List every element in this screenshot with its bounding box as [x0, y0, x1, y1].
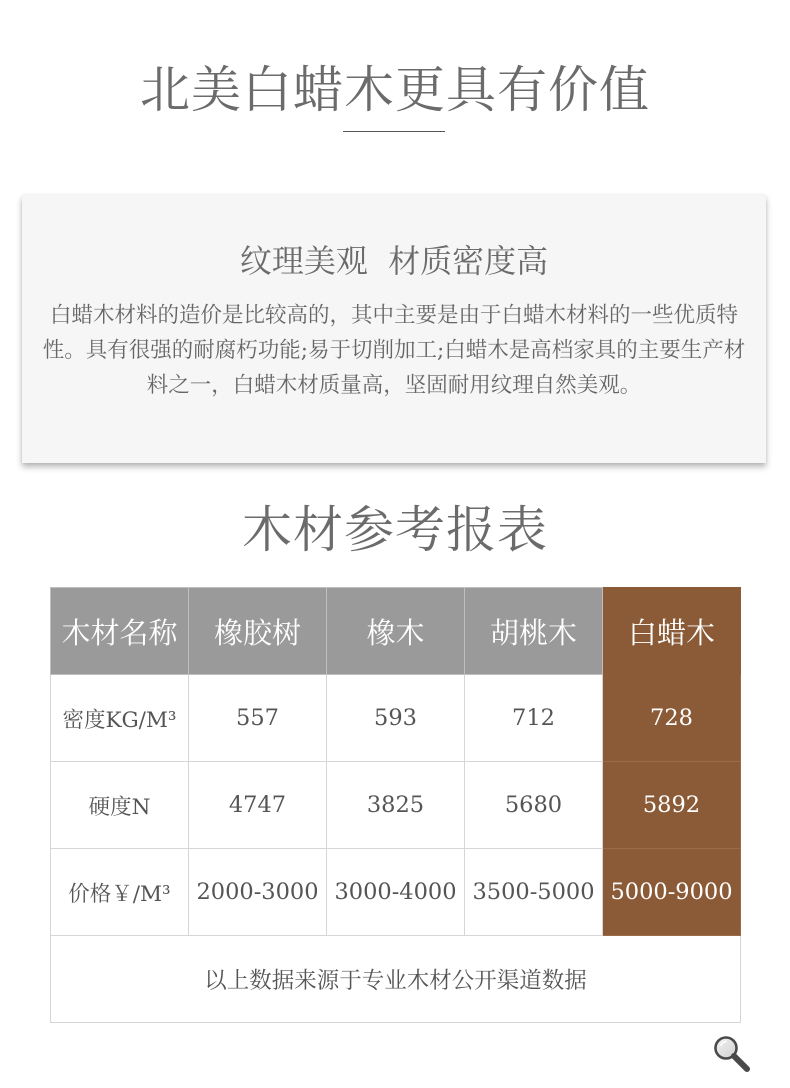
- title-underline: [343, 131, 445, 132]
- row-label-density: 密度KG/M³: [51, 675, 189, 762]
- table-cell: 3500-5000: [465, 849, 603, 936]
- header-cell-wood-name: 木材名称: [51, 588, 189, 675]
- table-cell-highlight: 5892: [603, 762, 741, 849]
- header-cell-oak: 橡木: [327, 588, 465, 675]
- table-footnote-row: [51, 936, 741, 1023]
- table-header-row: [51, 588, 741, 675]
- wood-reference-table: [50, 587, 741, 1023]
- intro-body: 白蜡木材料的造价是比较高的，其中主要是由于白蜡木材料的一些优质特性。具有很强的耐腐朽功能;易于切削加工;白蜡木是高档家具的主要生产材料之一，白蜡木材质量高，坚固耐用纹理自然美观。: [42, 303, 746, 398]
- table-cell-highlight: 728: [603, 675, 741, 762]
- table-cell-highlight: 5000-9000: [603, 849, 741, 936]
- search-icon-graphic: [712, 1034, 752, 1074]
- row-label-price: 价格￥/M³: [51, 849, 189, 936]
- table-cell: 3000-4000: [327, 849, 465, 936]
- table-cell: 5680: [465, 762, 603, 849]
- table-cell: 557: [189, 675, 327, 762]
- table-cell: 4747: [189, 762, 327, 849]
- table-row: [51, 762, 741, 849]
- row-label-hardness: 硬度N: [51, 762, 189, 849]
- intro-heading: 纹理美观 材质密度高: [239, 242, 549, 280]
- search-icon[interactable]: [712, 1034, 752, 1074]
- table-footnote: 以上数据来源于专业木材公开渠道数据: [51, 936, 741, 1023]
- header-cell-walnut: 胡桃木: [465, 588, 603, 675]
- table-cell: 3825: [327, 762, 465, 849]
- header-cell-ash: 白蜡木: [603, 588, 741, 675]
- section-title: 木材参考报表: [242, 501, 548, 559]
- table-row: [51, 675, 741, 762]
- intro-card: [22, 195, 766, 463]
- page-title: 北美白蜡木更具有价值: [140, 61, 650, 119]
- table-cell: 593: [327, 675, 465, 762]
- table-cell: 712: [465, 675, 603, 762]
- header-cell-rubberwood: 橡胶树: [189, 588, 327, 675]
- table-row: [51, 849, 741, 936]
- table-cell: 2000-3000: [189, 849, 327, 936]
